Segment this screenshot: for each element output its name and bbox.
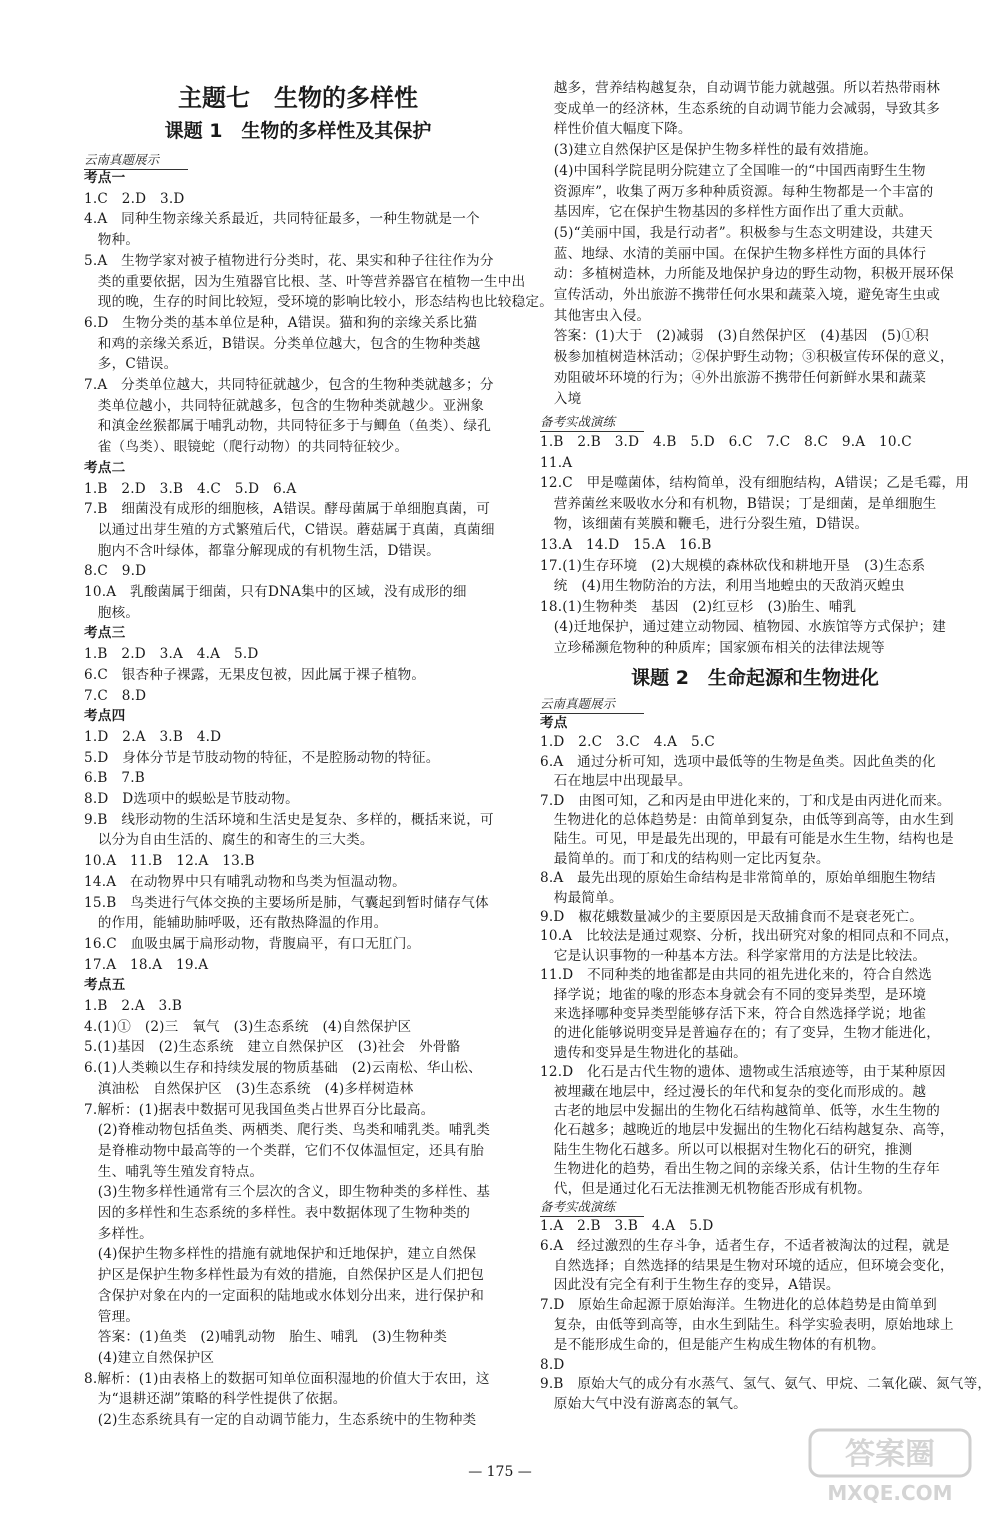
answer-line: 被埋藏在地层中，经过漫长的年代和复杂的变化而形成的。越 [540,1083,927,1100]
answer-line: 物，该细菌有荚膜和鞭毛，进行分裂生殖，D错误。 [540,516,869,533]
section-tag-real-exam: 云南真题展示 [84,150,188,170]
answer-line: 5.D 身体分节是节肢动物的特征，不是腔肠动物的特征。 [84,749,440,766]
answer-line: 陆生生物化石越多。所以可以根据对生物化石的研究，推测 [540,1141,913,1158]
answer-line: 胞核。 [84,604,140,621]
answer-line: 7.C 8.D [84,687,147,704]
answer-line: (5)“美丽中国，我是行动者”。积极参与生态文明建设，共建天 [540,224,933,241]
answer-line: 7.B 细菌没有成形的细胞核，A错误。酵母菌属于单细胞真菌，可 [84,501,491,518]
answer-line: 6.D 生物分类的基本单位是种，A错误。猫和狗的亲缘关系比猫 [84,314,478,331]
answer-line: 多样性。 [84,1225,153,1242]
watermark-url: MXQE.COM [827,1481,953,1505]
watermark-logo [806,1422,978,1508]
answer-line: 它是认识事物的一种基本方法。科学家常用的方法是比较法。 [540,947,927,964]
answer-line: 物种。 [84,232,140,249]
answer-line: (2)生态系统具有一定的自动调节能力，生态系统中的生物种类 [84,1412,477,1428]
section-heading: 考点二 [84,459,126,476]
answer-line: 1.B 2.D 3.A 4.A 5.D [84,646,259,663]
lesson-1-title: 课题 1 生物的多样性及其保护 [164,120,432,142]
answer-line: 雀（鸟类）、眼镜蛇（爬行动物）的共同特征较少。 [84,439,409,456]
answer-line: 样性价值大幅度下降。 [540,121,692,138]
answer-line: 生、哺乳等生殖发育特点。 [84,1163,264,1180]
answer-line: 为“退耕还湖”策略的科学性提供了依据。 [84,1391,347,1408]
answer-line: 17.(1)生存环境 (2)大规模的森林砍伐和耕地开垦 (3)生态系 [540,557,926,574]
answer-line: 答案：(1)大于 (2)减弱 (3)自然保护区 (4)基因 (5)①积 [540,328,929,345]
answer-line: 含保护对象在内的一定面积的陆地或水体划分出来，进行保护和 [84,1287,485,1304]
answer-line: 越多，营养结构越复杂，自动调节能力就越强。所以若热带雨林 [540,80,941,96]
answer-line: 复杂，由低等到高等，由水生到陆生。科学实验表明，原始地球上 [540,1317,954,1333]
answer-line: 4.A 同种生物亲缘关系最近，共同特征最多，一种生物就是一个 [84,211,480,228]
answer-line: 的作用，能辅助肺呼吸，还有散热降温的作用。 [84,915,388,932]
answer-line: 多，C错误。 [84,356,178,373]
answer-line: 10.A 乳酸菌属于细菌，只有DNA集中的区域，没有成形的细 [84,584,467,600]
answer-line: 1.B 2.B 3.D 4.B 5.D 6.C 7.C 8.C 9.A 10.C [540,434,912,450]
answer-line: 18.(1)生物种类 基因 (2)红豆杉 (3)胎生、哺乳 [540,598,857,615]
answer-line: 石在地层中出现最早。 [540,773,692,790]
answer-line: 6.(1)人类赖以生存和持续发展的物质基础 (2)云南松、华山松、 [84,1060,482,1077]
answer-line: 极参加植树造林活动；②保护野生动物；③积极宣传环保的意义， [540,349,954,366]
answer-line: 是脊椎动物中最高等的一个类群，它们不仅体温恒定，还具有胎 [84,1142,485,1159]
answer-line: 因的多样性和生态系统的多样性。表中数据体现了生物种类的 [84,1205,471,1221]
answer-line: 遗传和变异是生物进化的基础。 [540,1044,747,1061]
page-number: — 175 — [468,1464,532,1480]
answer-line: 代，但是通过化石无法推测无机物能否形成有机物。 [540,1180,872,1197]
page-title: 主题七 生物的多样性 [178,84,418,112]
answer-line: 6.B 7.B [84,770,145,787]
answer-line: 13.A 14.D 15.A 16.B [540,537,712,553]
answer-line: 是不能形成生命的，但是能产生构成生物体的有机物。 [540,1336,885,1353]
answer-line: 11.D 不同种类的地雀都是由共同的祖先进化来的，符合自然选 [540,967,932,984]
answer-line: 化石越多；越晚近的地层中发掘出的生物化石结构越复杂、高等， [540,1122,954,1139]
answer-line: 以分为自由生活的、腐生的和寄生的三大类。 [84,832,374,849]
answer-line: 1.B 2.A 3.B [84,998,183,1014]
answer-line: 15.B 鸟类进行气体交换的主要场所是肺，气囊起到暂时储存气体 [84,894,489,911]
answer-line: 现的晚，生存的时间比较短，受环境的影响比较小，形态结构也比较稳定。 [84,294,553,311]
answer-line: 原始大气中没有游离态的氧气。 [540,1396,747,1413]
section-heading: 考点一 [84,170,126,186]
answer-line: (2)脊椎动物包括鱼类、两栖类、爬行类、鸟类和哺乳类。哺乳类 [84,1122,491,1139]
answer-line: 1.A 2.B 3.B 4.A 5.D [540,1218,714,1234]
answer-line: 9.B 线形动物的生活环境和生活史是复杂、多样的，概括来说，可 [84,811,494,828]
answer-line: 9.D 椒花蛾数量减少的主要原因是天敌捕食而不是衰老死亡。 [540,909,924,925]
answer-line: 滇油松 自然保护区 (3)生态系统 (4)多样树造林 [84,1080,414,1097]
answer-line: 生物进化的总体趋势是：由简单到复杂，由低等到高等，由水生到 [540,812,954,828]
answer-line: 以通过出芽生殖的方式繁殖后代，C错误。蘑菇属于真菌，真菌细 [84,521,495,538]
answer-line: 古老的地层中发掘出的生物化石结构越简单、低等，水生生物的 [540,1103,941,1119]
answer-line: 的进化能够说明变异是普遍存在的；有了变异，生物才能进化， [540,1025,941,1042]
answer-line: 1.D 2.C 3.C 4.A 5.C [540,734,715,751]
answer-line: 8.A 最先出现的原始生命结构是非常简单的，原始单细胞生物结 [540,870,936,887]
answer-line: 类的重要依据，因为生殖器官比根、茎、叶等营养器官在植物一生中出 [84,273,526,290]
answer-line: 和滇金丝猴都属于哺乳动物，共同特征多于与鲫鱼（鱼类）、绿孔 [84,418,492,435]
answer-line: 和鸡的亲缘关系近，B错误。分类单位越大，包含的生物种类越 [84,335,481,352]
answer-line: 劝阻破坏环境的行为；④外出旅游不携带任何新鲜水果和蔬菜 [540,369,927,386]
answer-line: 择学说；地雀的喙的形态本身就会有不同的变异类型，是环境 [540,986,927,1003]
answer-line: 4.(1)① (2)三 氧气 (3)生态系统 (4)自然保护区 [84,1018,412,1035]
answer-line: (3)生物多样性通常有三个层次的含义，即生物种类的多样性、基 [84,1184,491,1201]
answer-line: 6.C 银杏种子裸露，无果皮包被，因此属于裸子植物。 [84,666,426,683]
answer-line: 类单位越小，共同特征就越多，包含的生物种类就越少。亚洲象 [84,397,485,414]
answer-line: 8.解析：(1)由表格上的数据可知单位面积湿地的价值大于农田，这 [84,1370,490,1387]
answer-line: 8.D [540,1356,565,1373]
answer-line: 8.C 9.D [84,563,147,580]
answer-line: 陆生。可见，甲是最先出现的，甲最有可能是水生生物，结构也是 [540,831,954,848]
answer-line: 9.B 原始大气的成分有水蒸气、氢气、氨气、甲烷、二氧化碳、氮气等， [540,1376,992,1393]
answer-line: 自然选择；自然选择的结果是生物对环境的适应，但环境会变化， [540,1257,954,1274]
answer-line: (4)保护生物多样性的措施有就地保护和迁地保护，建立自然保 [84,1246,477,1263]
answer-line: 蓝、地绿、水清的美丽中国。在保护生物多样性方面的具体行 [540,245,927,262]
answer-line: 构最简单。 [540,889,623,906]
answer-line: 立珍稀濒危物种的种质库；国家颁布相关的法律法规等 [540,640,885,656]
answer-line: (4)迁地保护，通过建立动物园、植物园、水族馆等方式保护；建 [540,619,947,636]
answer-line: 统 (4)用生物防治的方法，利用当地蝗虫的天敌消灭蝗虫 [540,578,905,595]
answer-line: 7.D 由图可知，乙和丙是由甲进化来的，丁和戊是由丙进化而来。 [540,792,951,809]
answer-line: 管理。 [84,1308,140,1325]
section-tag-practice-2: 备考实战演练 [540,1197,644,1217]
answer-line: 6.A 经过激烈的生存斗争，适者生存，不适者被淘汰的过程，就是 [540,1237,950,1254]
answer-line: 营养菌丝来吸收水分和有机物，B错误；丁是细菌，是单细胞生 [540,495,937,512]
answer-line: 来选择哪种变异类型能够存活下来，符合自然选择学说；地雀 [540,1006,927,1022]
answer-line: 动：多植树造林，力所能及地保护身边的野生动物，积极开展环保 [540,266,954,283]
answer-line: 12.C 甲是噬菌体，结构简单，没有细胞结构，A错误；乙是毛霉，用 [540,475,970,492]
answer-line: 资源库”，收集了两万多种种质资源。每种生物都是一个丰富的 [540,183,934,200]
answer-line: (4)建立自然保护区 [84,1349,215,1366]
answer-line: (4)中国科学院昆明分院建立了全国唯一的“中国西南野生生物 [540,162,926,179]
answer-line: 10.A 比较法是通过观察、分析，找出研究对象的相同点和不同点， [540,928,959,945]
answer-line: 答案：(1)鱼类 (2)哺乳动物 胎生、哺乳 (3)生物种类 [84,1329,448,1346]
answer-line: 变成单一的经济林，生态系统的自动调节能力会减弱，导致其多 [540,100,941,117]
answer-line: 因此没有完全有利于生物生存的变异，A错误。 [540,1277,840,1294]
answer-line: 7.A 分类单位越大，共同特征就越少，包含的生物种类就越多；分 [84,377,494,393]
answer-line: 5.(1)基因 (2)生态系统 建立自然保护区 (3)社会 外骨骼 [84,1039,461,1056]
answer-line: 1.C 2.D 3.D [84,190,185,207]
answer-line: 7.解析：(1)据表中数据可见我国鱼类占世界百分比最高。 [84,1101,435,1118]
answer-line: 11.A [540,454,573,471]
answer-line: 10.A 11.B 12.A 13.B [84,853,255,870]
answer-line: 其他害虫入侵。 [540,307,651,324]
answer-line: 护区是保护生物多样性最为有效的措施，自然保护区是人们把包 [84,1267,485,1284]
answer-line: 7.D 原始生命起源于原始海洋。生物进化的总体趋势是由简单到 [540,1297,937,1314]
answer-line: 6.A 通过分析可知，选项中最低等的生物是鱼类。因此鱼类的化 [540,753,936,770]
answer-line: 生物进化的趋势，看出生物之间的亲缘关系，估计生物的生存年 [540,1161,941,1178]
answer-line: 1.D 2.A 3.B 4.D [84,728,222,745]
answer-line: 12.D 化石是古代生物的遗体、遗物或生活痕迹等，由于某种原因 [540,1064,946,1081]
answer-line: 胞内不含叶绿体，都靠分解现成的有机物生活，D错误。 [84,542,440,559]
section-heading: 考点三 [84,625,126,642]
answer-line: 16.C 血吸虫属于扁形动物，背腹扁平，有口无肛门。 [84,935,421,952]
section-heading: 考点四 [84,708,126,725]
watermark-text: 答案圈 [845,1437,935,1472]
section-heading: 考点五 [84,977,126,994]
answer-line: 基因库，它在保护生物基因的多样性方面作出了重大贡献。 [540,204,913,221]
section-heading: 考点 [540,715,568,731]
answer-line: 最简单的。而丁和戊的结构则一定比丙复杂。 [540,850,830,867]
answer-line: 入境 [540,390,582,407]
lesson-2-title: 课题 2 生命起源和生物进化 [631,667,879,689]
answer-line: 17.A 18.A 19.A [84,956,209,973]
answer-line: 1.B 2.D 3.B 4.C 5.D 6.A [84,480,297,497]
answer-line: (3)建立自然保护区是保护生物多样性的最有效措施。 [540,142,878,159]
answer-line: 8.D D选项中的蜈蚣是节肢动物。 [84,791,299,807]
section-tag-real-exam-2: 云南真题展示 [540,694,644,714]
answer-line: 14.A 在动物界中只有哺乳动物和鸟类为恒温动物。 [84,873,406,890]
section-tag-practice: 备考实战演练 [540,412,644,432]
answer-line: 5.A 生物学家对被子植物进行分类时，花、果实和种子往往作为分 [84,252,494,269]
answer-line: 宣传活动，外出旅游不携带任何水果和蔬菜入境，避免寄生虫或 [540,287,941,303]
